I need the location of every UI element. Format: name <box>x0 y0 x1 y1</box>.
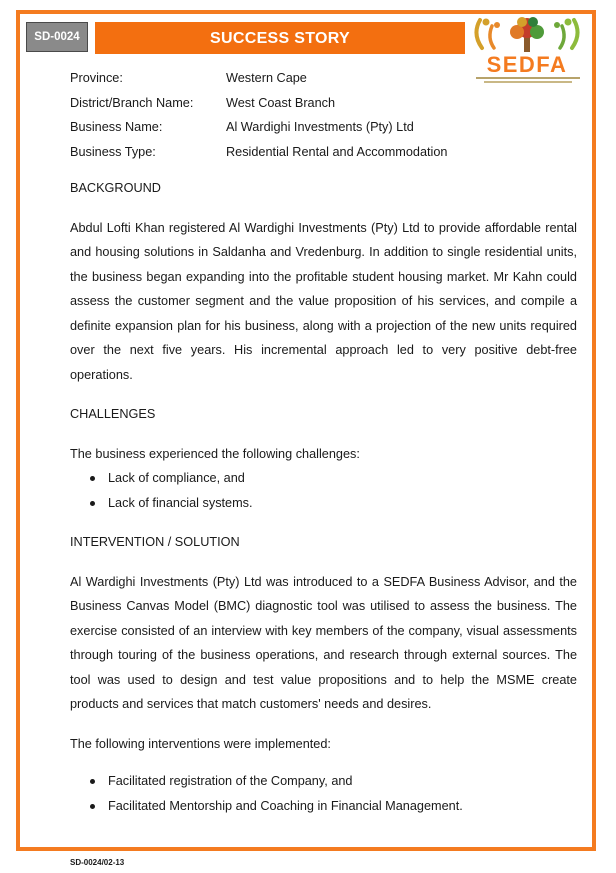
detail-row-province <box>70 66 577 91</box>
list-item-text: Facilitated Mentorship and Coaching in Financial Management. <box>108 799 463 813</box>
detail-label: Business Name: <box>70 120 163 134</box>
list-item <box>70 491 577 516</box>
detail-value: Al Wardighi Investments (Pty) Ltd <box>226 120 414 134</box>
interventions-list <box>70 769 577 819</box>
document-id-badge: SD-0024 <box>26 22 88 52</box>
detail-value: Residential Rental and Accommodation <box>226 144 448 159</box>
detail-value: West Coast Branch <box>226 95 336 110</box>
intervention-intro: The following interventions were implemented: <box>70 736 331 751</box>
detail-row-business-name <box>70 115 577 140</box>
intervention-heading: INTERVENTION / SOLUTION <box>70 535 240 549</box>
intervention-text: Al Wardighi Investments (Pty) Ltd was introduced to a SEDFA Business Advisor, and the Business Canvas Model (BMC) diagnostic tool was utilised to assess the business. The exercise consisted of an interview with key members of the company, visual assessments through touring of the business operations, and research through external sources. The tool was used to design and test value propositions and to help the MSME create products and services that match customers' needs and desires. <box>70 574 577 711</box>
bullet-icon <box>90 804 95 809</box>
background-text: Abdul Lofti Khan registered Al Wardighi Investments (Pty) Ltd to provide affordable rental and housing solutions in Saldanha and Vredenburg. In addition to single residential units, the business began expanding into the profitable student housing market. Mr Kahn could assess the customer segment and the value proposition of his services, and compile a definite expansion plan for his business, along with a projection of the new units required over the next five years. His incremental approach led to very positive debt-free operations. <box>70 220 577 382</box>
story-content <box>70 66 577 819</box>
bullet-icon <box>90 779 95 784</box>
bullet-icon <box>90 501 95 506</box>
list-item-text: Lack of compliance, and <box>108 471 245 485</box>
background-heading: BACKGROUND <box>70 181 161 195</box>
list-item <box>70 794 577 819</box>
list-item-text: Facilitated registration of the Company, and <box>108 774 353 788</box>
bullet-icon <box>90 476 95 481</box>
detail-label: District/Branch Name: <box>70 95 194 110</box>
detail-label: Province: <box>70 71 123 85</box>
tree-people-icon <box>470 14 584 56</box>
footer-code: SD-0024/02-13 <box>70 858 125 867</box>
detail-row-business-type <box>70 140 577 165</box>
list-item <box>70 466 577 491</box>
logo-wordmark: SEDFA <box>486 52 568 77</box>
challenges-heading: CHALLENGES <box>70 407 156 421</box>
detail-value: Western Cape <box>226 71 307 85</box>
detail-label: Business Type: <box>70 144 156 159</box>
list-item-text: Lack of financial systems. <box>108 496 253 510</box>
success-story-banner: SUCCESS STORY <box>95 22 465 54</box>
list-item <box>70 769 577 794</box>
detail-row-branch <box>70 91 577 116</box>
challenges-list <box>70 466 577 516</box>
challenges-intro: The business experienced the following challenges: <box>70 446 360 461</box>
